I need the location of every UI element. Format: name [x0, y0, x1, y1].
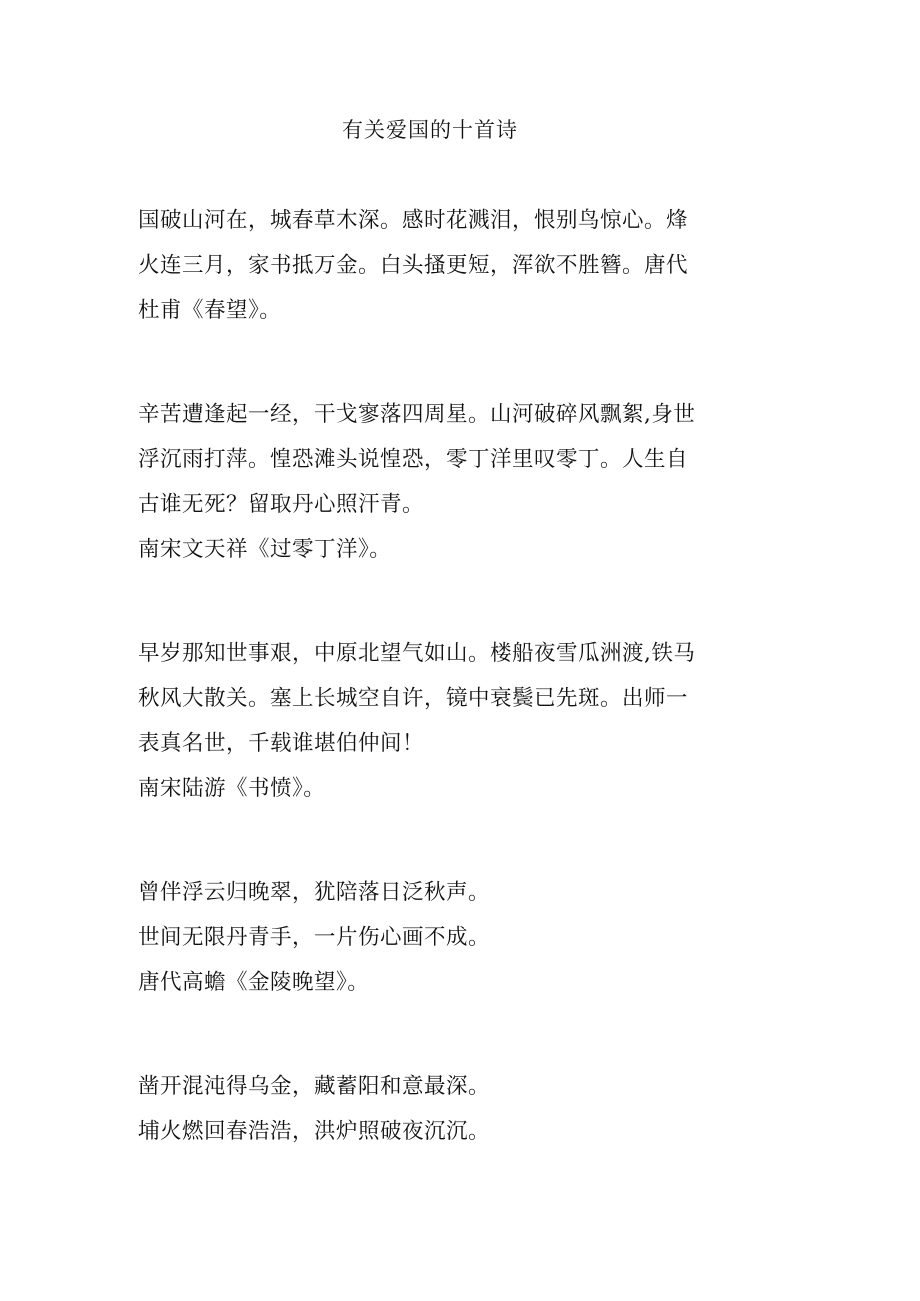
- poem-paragraph: [138, 198, 728, 333]
- poem-line: 古谁无死？留取丹心照汗青。: [138, 492, 425, 517]
- poem-line: 南宋陆游《书愤》。: [138, 776, 326, 801]
- poem-line: 凿开混沌得乌金，藏蓄阳和意最深。: [138, 1074, 491, 1099]
- poem-line: 早岁那知世事艰，中原北望气如山。楼船夜雪瓜洲渡,铁马: [138, 641, 696, 666]
- document-title: 有关爱国的十首诗: [342, 118, 518, 142]
- poem-line: 唐代高蟾《金陵晚望》。: [138, 970, 370, 995]
- poem-line: 辛苦遭逢起一经，干戈寥落四周星。山河破碎风飘絮,身世: [138, 402, 696, 427]
- poem-line: 曾伴浮云归晚翠，犹陪落日泛秋声。: [138, 880, 491, 905]
- poem-paragraph: [138, 392, 728, 572]
- poem-line: 火连三月，家书抵万金。白头搔更短，浑欲不胜簪。唐代: [138, 253, 689, 278]
- poem-paragraph: [138, 870, 728, 1005]
- poem-line: 浮沉雨打萍。惶恐滩头说惶恐，零丁洋里叹零丁。人生自: [138, 447, 689, 472]
- poem-paragraph: [138, 631, 728, 811]
- poem-line: 南宋文天祥《过零丁洋》。: [138, 537, 392, 562]
- poem-line: 国破山河在，城春草木深。感时花溅泪，恨别鸟惊心。烽: [138, 208, 689, 233]
- document-body: [138, 198, 728, 1213]
- poem-line: 杜甫《春望》。: [138, 298, 282, 323]
- poem-line: 世间无限丹青手，一片伤心画不成。: [138, 925, 491, 950]
- poem-paragraph: [138, 1064, 728, 1154]
- poem-line: 表真名世，千载谁堪伯仲间！: [138, 731, 425, 756]
- poem-line: 秋风大散关。塞上长城空自许，镜中衰鬓已先斑。出师一: [138, 686, 689, 711]
- poem-line: 埔火燃回春浩浩，洪炉照破夜沉沉。: [138, 1119, 491, 1144]
